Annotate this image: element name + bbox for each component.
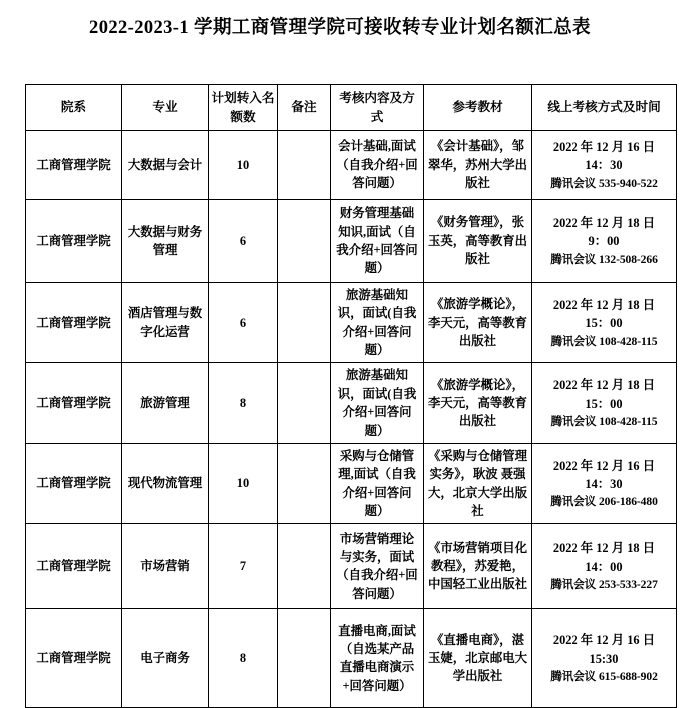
cell-quota: 10 (209, 131, 278, 200)
cell-remark (278, 363, 331, 443)
column-header-quota: 计划转入名额数 (209, 85, 278, 131)
cell-dept: 工商管理学院 (26, 283, 122, 363)
cell-content: 市场营销理论与实务，面试（自我介绍+回答问题） (331, 524, 424, 609)
online-time: 14：30 (585, 477, 623, 492)
column-header-dept: 院系 (26, 85, 122, 131)
cell-book: 《直播电商》，湛玉婕，北京邮电大学出版社 (424, 609, 532, 708)
cell-book: 《采购与仓储管理实务》，耿波 聂强大，北京大学出版社 (424, 443, 532, 523)
cell-major: 大数据与财务管理 (122, 200, 209, 283)
online-date: 2022 年 12 月 16 日 (552, 140, 656, 155)
cell-dept: 工商管理学院 (26, 363, 122, 443)
online-time: 9：00 (588, 234, 620, 249)
table-row (26, 200, 677, 283)
online-meeting-id: 腾讯会议 253-533-227 (550, 578, 658, 592)
table-header (26, 85, 677, 131)
cell-dept: 工商管理学院 (26, 131, 122, 200)
cell-major: 大数据与会计 (122, 131, 209, 200)
cell-quota: 10 (209, 443, 278, 523)
cell-book: 《旅游学概论》，李天元，高等教育出版社 (424, 363, 532, 443)
cell-major: 市场营销 (122, 524, 209, 609)
cell-dept: 工商管理学院 (26, 443, 122, 523)
cell-remark (278, 200, 331, 283)
column-header-major: 专业 (122, 85, 209, 131)
cell-major: 旅游管理 (122, 363, 209, 443)
cell-book: 《市场营销项目化教程》，苏爱艳，中国轻工业出版社 (424, 524, 532, 609)
cell-online (532, 524, 677, 609)
cell-book: 《会计基础》，邹翠华，苏州大学出版社 (424, 131, 532, 200)
online-meeting-id: 腾讯会议 615-688-902 (550, 670, 658, 684)
column-header-book: 参考教材 (424, 85, 532, 131)
cell-quota: 8 (209, 609, 278, 708)
cell-remark (278, 131, 331, 200)
column-header-remark: 备注 (278, 85, 331, 131)
table-row (26, 131, 677, 200)
cell-major: 现代物流管理 (122, 443, 209, 523)
cell-dept: 工商管理学院 (26, 524, 122, 609)
cell-dept: 工商管理学院 (26, 609, 122, 708)
online-date: 2022 年 12 月 18 日 (552, 216, 656, 231)
column-header-online: 线上考核方式及时间 (532, 85, 677, 131)
cell-content: 直播电商,面试（自选某产品直播电商演示+回答问题） (331, 609, 424, 708)
cell-content: 采购与仓储管理,面试（自我介绍+回答问题） (331, 443, 424, 523)
online-date: 2022 年 12 月 18 日 (552, 541, 656, 556)
cell-content: 财务管理基础知识,面试（自我介绍+回答问题） (331, 200, 424, 283)
cell-remark (278, 283, 331, 363)
cell-quota: 6 (209, 200, 278, 283)
online-meeting-id: 腾讯会议 108-428-115 (550, 334, 658, 348)
cell-content: 旅游基础知识，面试(自我介绍+回答问题） (331, 283, 424, 363)
cell-remark (278, 609, 331, 708)
online-meeting-id: 腾讯会议 108-428-115 (550, 414, 658, 428)
online-date: 2022 年 12 月 18 日 (552, 297, 656, 312)
cell-content: 旅游基础知识，面试(自我介绍+回答问题） (331, 363, 424, 443)
online-date: 2022 年 12 月 16 日 (552, 633, 656, 648)
table-body (26, 131, 677, 708)
table-row (26, 609, 677, 708)
page-title: 2022-2023-1 学期工商管理学院可接收转专业计划名额汇总表 (89, 18, 591, 38)
transfer-plan-table (25, 84, 677, 708)
cell-quota: 7 (209, 524, 278, 609)
table-header-row (26, 85, 677, 131)
online-date: 2022 年 12 月 18 日 (552, 378, 656, 393)
cell-remark (278, 443, 331, 523)
online-time: 15：00 (585, 316, 623, 331)
column-header-content: 考核内容及方式 (331, 85, 424, 131)
table-row (26, 443, 677, 523)
cell-book: 《旅游学概论》，李天元，高等教育出版社 (424, 283, 532, 363)
online-meeting-id: 腾讯会议 206-186-480 (550, 495, 658, 509)
cell-online (532, 363, 677, 443)
online-meeting-id: 腾讯会议 535-940-522 (550, 176, 658, 190)
cell-online (532, 443, 677, 523)
cell-online (532, 131, 677, 200)
online-meeting-id: 腾讯会议 132-508-266 (550, 252, 658, 266)
table-row (26, 283, 677, 363)
table-row (26, 363, 677, 443)
online-date: 2022 年 12 月 16 日 (552, 458, 656, 473)
online-time: 14：00 (585, 559, 623, 574)
cell-content: 会计基础,面试（自我介绍+回答问题） (331, 131, 424, 200)
cell-quota: 6 (209, 283, 278, 363)
cell-online (532, 200, 677, 283)
cell-dept: 工商管理学院 (26, 200, 122, 283)
transfer-plan-table-wrapper (25, 84, 676, 708)
online-time: 15:30 (589, 651, 619, 666)
online-time: 15：00 (585, 396, 623, 411)
table-row (26, 524, 677, 609)
cell-book: 《财务管理》，张玉英，高等教育出版社 (424, 200, 532, 283)
cell-remark (278, 524, 331, 609)
cell-quota: 8 (209, 363, 278, 443)
cell-major: 电子商务 (122, 609, 209, 708)
cell-online (532, 283, 677, 363)
online-time: 14：30 (585, 158, 623, 173)
cell-online (532, 609, 677, 708)
cell-major: 酒店管理与数字化运营 (122, 283, 209, 363)
